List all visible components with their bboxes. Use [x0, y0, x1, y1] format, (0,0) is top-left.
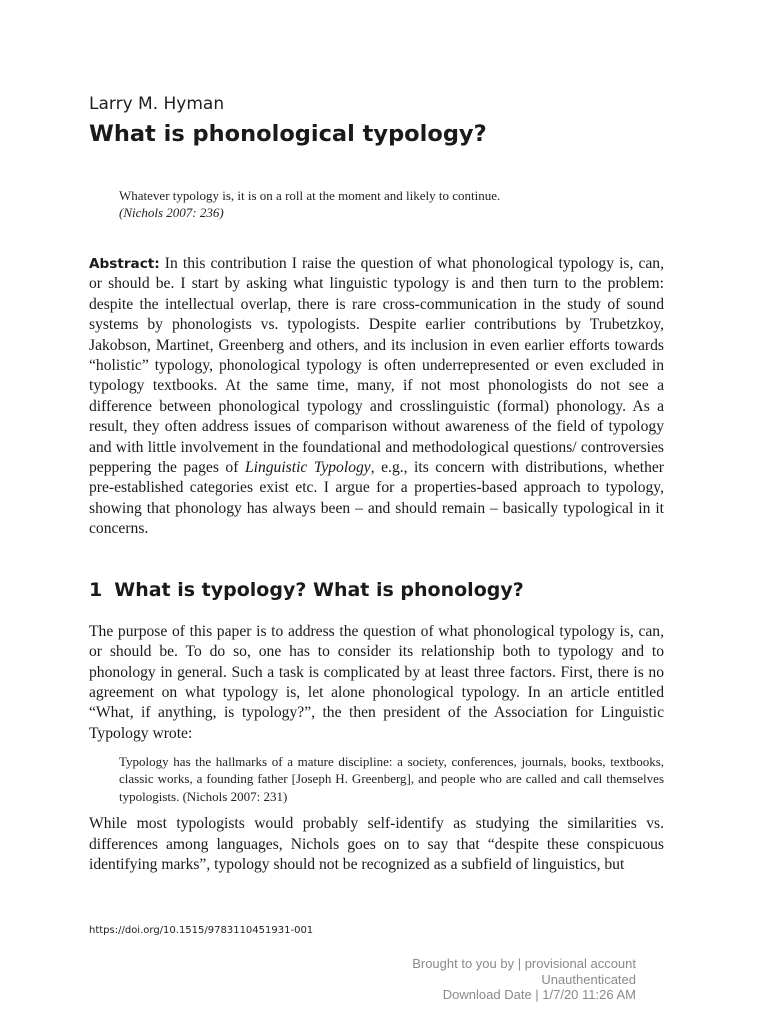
abstract-journal-name: Linguistic Typology	[244, 459, 371, 477]
doi-link[interactable]: https://doi.org/10.1515/9783110451931-001	[89, 925, 314, 936]
abstract	[89, 254, 664, 540]
abstract-text-before: In this contribution I raise the question of what phonological typology is, can, or should be. I start by asking what linguistic typology is and then turn to the problem: despite the intellectual overlap, there is rare cross-communication in the study of sound systems by phonologists vs. typologists. Despite earlier contributions by Trubetzkoy, Jakobson, Martinet, Greenberg and others, and its inclusion in even earlier efforts towards “holistic” typology, phonological typology is often underrepresented or even excluded in typology textbooks. At the same time, many, if not most phonologists do not see a difference between phonological typology and crosslinguistic (formal) phonology. As a result, they often address issues of comparison without awareness of the field of typology and with little involvement in the foundational and methodological questions/ controversies peppering the pages of	[89, 255, 664, 477]
abstract-text-after: , e.g., its concern with distributions, whether pre-established categories exist etc. I argue for a properties-based approach to typology, showing that phonology has always been – and should remain – basically typological in it concerns.	[89, 459, 664, 538]
page-content	[89, 93, 664, 876]
stamp-line-1: Brought to you by | provisional account	[412, 956, 636, 971]
chapter-title: What is phonological typology?	[89, 121, 487, 147]
stamp-line-2: Unauthenticated	[541, 971, 636, 987]
section-heading	[89, 577, 664, 603]
body-paragraph-1: The purpose of this paper is to address the question of what phonological typology is, can, or should be. To do so, one has to consider its relationship both to typology and to phonology in general. Such a task is complicated by at least three factors. First, there is no agreement on what typology is, let alone phonological typology. In an article entitled “What, if anything, is typology?”, the then president of the Association for Linguistic Typology wrote:	[89, 622, 664, 742]
epigraph-source: (Nichols 2007: 236)	[119, 205, 224, 220]
access-stamp	[412, 956, 636, 1003]
body-paragraph-2: While most typologists would probably self-identify as studying the similarities vs. differences among languages, Nichols goes on to say that “despite these conspicuous identifying marks”, typology should not be recognized as a subfield of linguistics, but	[89, 815, 664, 874]
block-quote: Typology has the hallmarks of a mature discipline: a society, conferences, journals, books, textbooks, classic works, a founding father [Joseph H. Greenberg], and people who are called and call themselves typologists. (Nichols 2007: 231)	[119, 754, 664, 804]
epigraph-text: Whatever typology is, it is on a roll at the moment and likely to continue.	[119, 188, 501, 203]
section-number: 1	[89, 578, 103, 601]
author-name: Larry M. Hyman	[89, 94, 225, 114]
section-title: What is typology? What is phonology?	[114, 578, 524, 601]
epigraph	[119, 187, 664, 221]
stamp-line-3: Download Date | 1/7/20 11:26 AM	[442, 987, 636, 1002]
abstract-label: Abstract:	[89, 256, 160, 272]
